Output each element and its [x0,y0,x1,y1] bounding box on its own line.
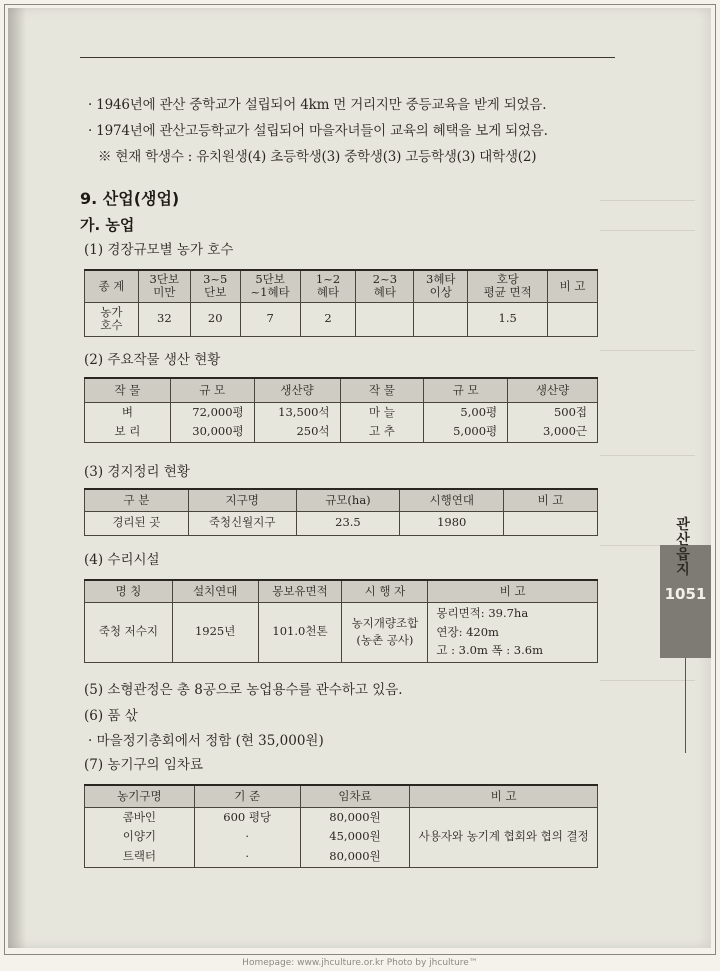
t4-cell: 죽청 저수지 [85,602,173,662]
t7-cell: 트랙터 [85,847,195,867]
t4-note: 연장: 420m [436,624,499,639]
subsection-title: 가. 농업 [80,216,135,234]
t4-header: 몽보유면적 [258,580,342,602]
page-gutter-shadow [8,8,26,948]
t4-cell: 농지개량조합 (농촌 공사) [342,602,428,662]
t3-header: 구 분 [85,489,189,511]
intro-bullet-1974: · 1974년에 관산고등학교가 설립되어 마을자녀들이 교육의 혜택을 보게 되었음. [88,123,548,139]
t4-header: 비 고 [428,580,598,602]
t1-header: 1~2 혜타 [300,270,356,302]
land-arrangement-table [84,488,598,536]
t7-header: 기 준 [194,785,300,807]
t2-header: 생산량 [254,378,340,402]
t2-cell: 마 늘 [340,402,424,422]
table7-title: (7) 농기구의 임차료 [84,757,203,773]
page-number: 1051 [664,585,707,603]
table2-title: (2) 주요작물 생산 현황 [84,352,221,368]
book-title-vertical [671,518,695,578]
section-title: 9. 산업(생업) [80,189,180,208]
table3-title: (3) 경지정리 현황 [84,464,190,480]
t3-cell: 경리된 곳 [85,511,189,535]
t2-cell: 보 리 [85,422,171,442]
t2-cell: 3,000근 [508,422,598,442]
t1-cell: 2 [300,302,356,336]
t1-header: 2~3 혜타 [356,270,414,302]
t2-header: 규 모 [424,378,508,402]
t1-header: 3혜타 이상 [414,270,468,302]
crop-production-table [84,377,598,443]
t1-header: 비 고 [548,270,598,302]
t1-cell [548,302,598,336]
t3-cell: 1980 [400,511,504,535]
t1-cell: 7 [240,302,300,336]
item6-bullet: · 마을정기총회에서 정함 (현 35,000원) [88,733,324,749]
t2-cell: 72,000평 [170,402,254,422]
t2-cell: 13,500석 [254,402,340,422]
t1-cell: 32 [138,302,190,336]
t4-cell: 1925년 [172,602,258,662]
t2-header: 규 모 [170,378,254,402]
t2-header: 생산량 [508,378,598,402]
t1-row-label: 농가 호수 [85,302,139,336]
photo-credit: Homepage: www.jhculture.or.kr Photo by jhculture™ [242,958,478,968]
t7-header: 농기구명 [85,785,195,807]
t7-cell: · [194,847,300,867]
t7-cell: · [194,827,300,847]
top-rule [80,57,615,58]
intro-bullet-1946: · 1946년에 관산 중학교가 설립되어 4km 먼 거리지만 중등교육을 받게 되었음. [88,97,547,113]
t1-header: 호당 평균 면적 [468,270,548,302]
table1-title: (1) 경장규모별 농가 호수 [84,242,234,258]
item6-title: (6) 품 삯 [84,708,138,724]
t4-cell: 101.0천톤 [258,602,342,662]
t2-header: 작 물 [340,378,424,402]
t3-header: 규모(ha) [296,489,400,511]
t4-header: 설치연대 [172,580,258,602]
t2-cell: 벼 [85,402,171,422]
t4-note: 몽리면적: 39.7ha [436,605,529,620]
t1-cell [414,302,468,336]
t1-cell [356,302,414,336]
machinery-rental-table [84,784,598,868]
t4-notes [428,602,598,662]
irrigation-table [84,579,598,663]
t7-cell: 80,000원 [300,807,410,827]
t2-cell: 500접 [508,402,598,422]
t2-cell: 30,000평 [170,422,254,442]
t1-cell: 1.5 [468,302,548,336]
t7-header: 임차료 [300,785,410,807]
t2-cell: 250석 [254,422,340,442]
t1-header: 5단보 ~1혜타 [240,270,300,302]
farm-size-table [84,269,598,337]
t4-note: 고 : 3.0m 폭 : 3.6m [436,643,543,658]
t7-header: 비 고 [410,785,598,807]
t2-cell: 고 추 [340,422,424,442]
table4-title: (4) 수리시설 [84,552,160,568]
t7-cell: 45,000원 [300,827,410,847]
t7-cell: 600 평당 [194,807,300,827]
t1-header: 3단보 미만 [138,270,190,302]
t3-cell: 23.5 [296,511,400,535]
student-count-note: ※ 현재 학생수 : 유치원생(4) 초등학생(3) 중학생(3) 고등학생(3) 대학생(2) [98,149,537,165]
t1-header: 3~5 단보 [190,270,240,302]
t3-cell: 죽청신월지구 [188,511,296,535]
t7-note: 사용자와 농기계 협회와 협의 결정 [410,807,598,867]
t4-header: 명 칭 [85,580,173,602]
t3-header: 시행연대 [400,489,504,511]
t3-cell [504,511,598,535]
t2-cell: 5,000평 [424,422,508,442]
t3-header: 비 고 [504,489,598,511]
t7-cell: 80,000원 [300,847,410,867]
t3-header: 지구명 [188,489,296,511]
t1-cell: 20 [190,302,240,336]
t2-cell: 5,00평 [424,402,508,422]
t1-header: 종 계 [85,270,139,302]
item5-text: (5) 소형관정은 총 8공으로 농업용수를 관수하고 있음. [84,682,403,698]
tab-rule [685,658,686,753]
t4-header: 시 행 자 [342,580,428,602]
t7-cell: 콤바인 [85,807,195,827]
t2-header: 작 물 [85,378,171,402]
t7-cell: 이양기 [85,827,195,847]
book-title: 관 산 읍 지 [676,517,690,578]
